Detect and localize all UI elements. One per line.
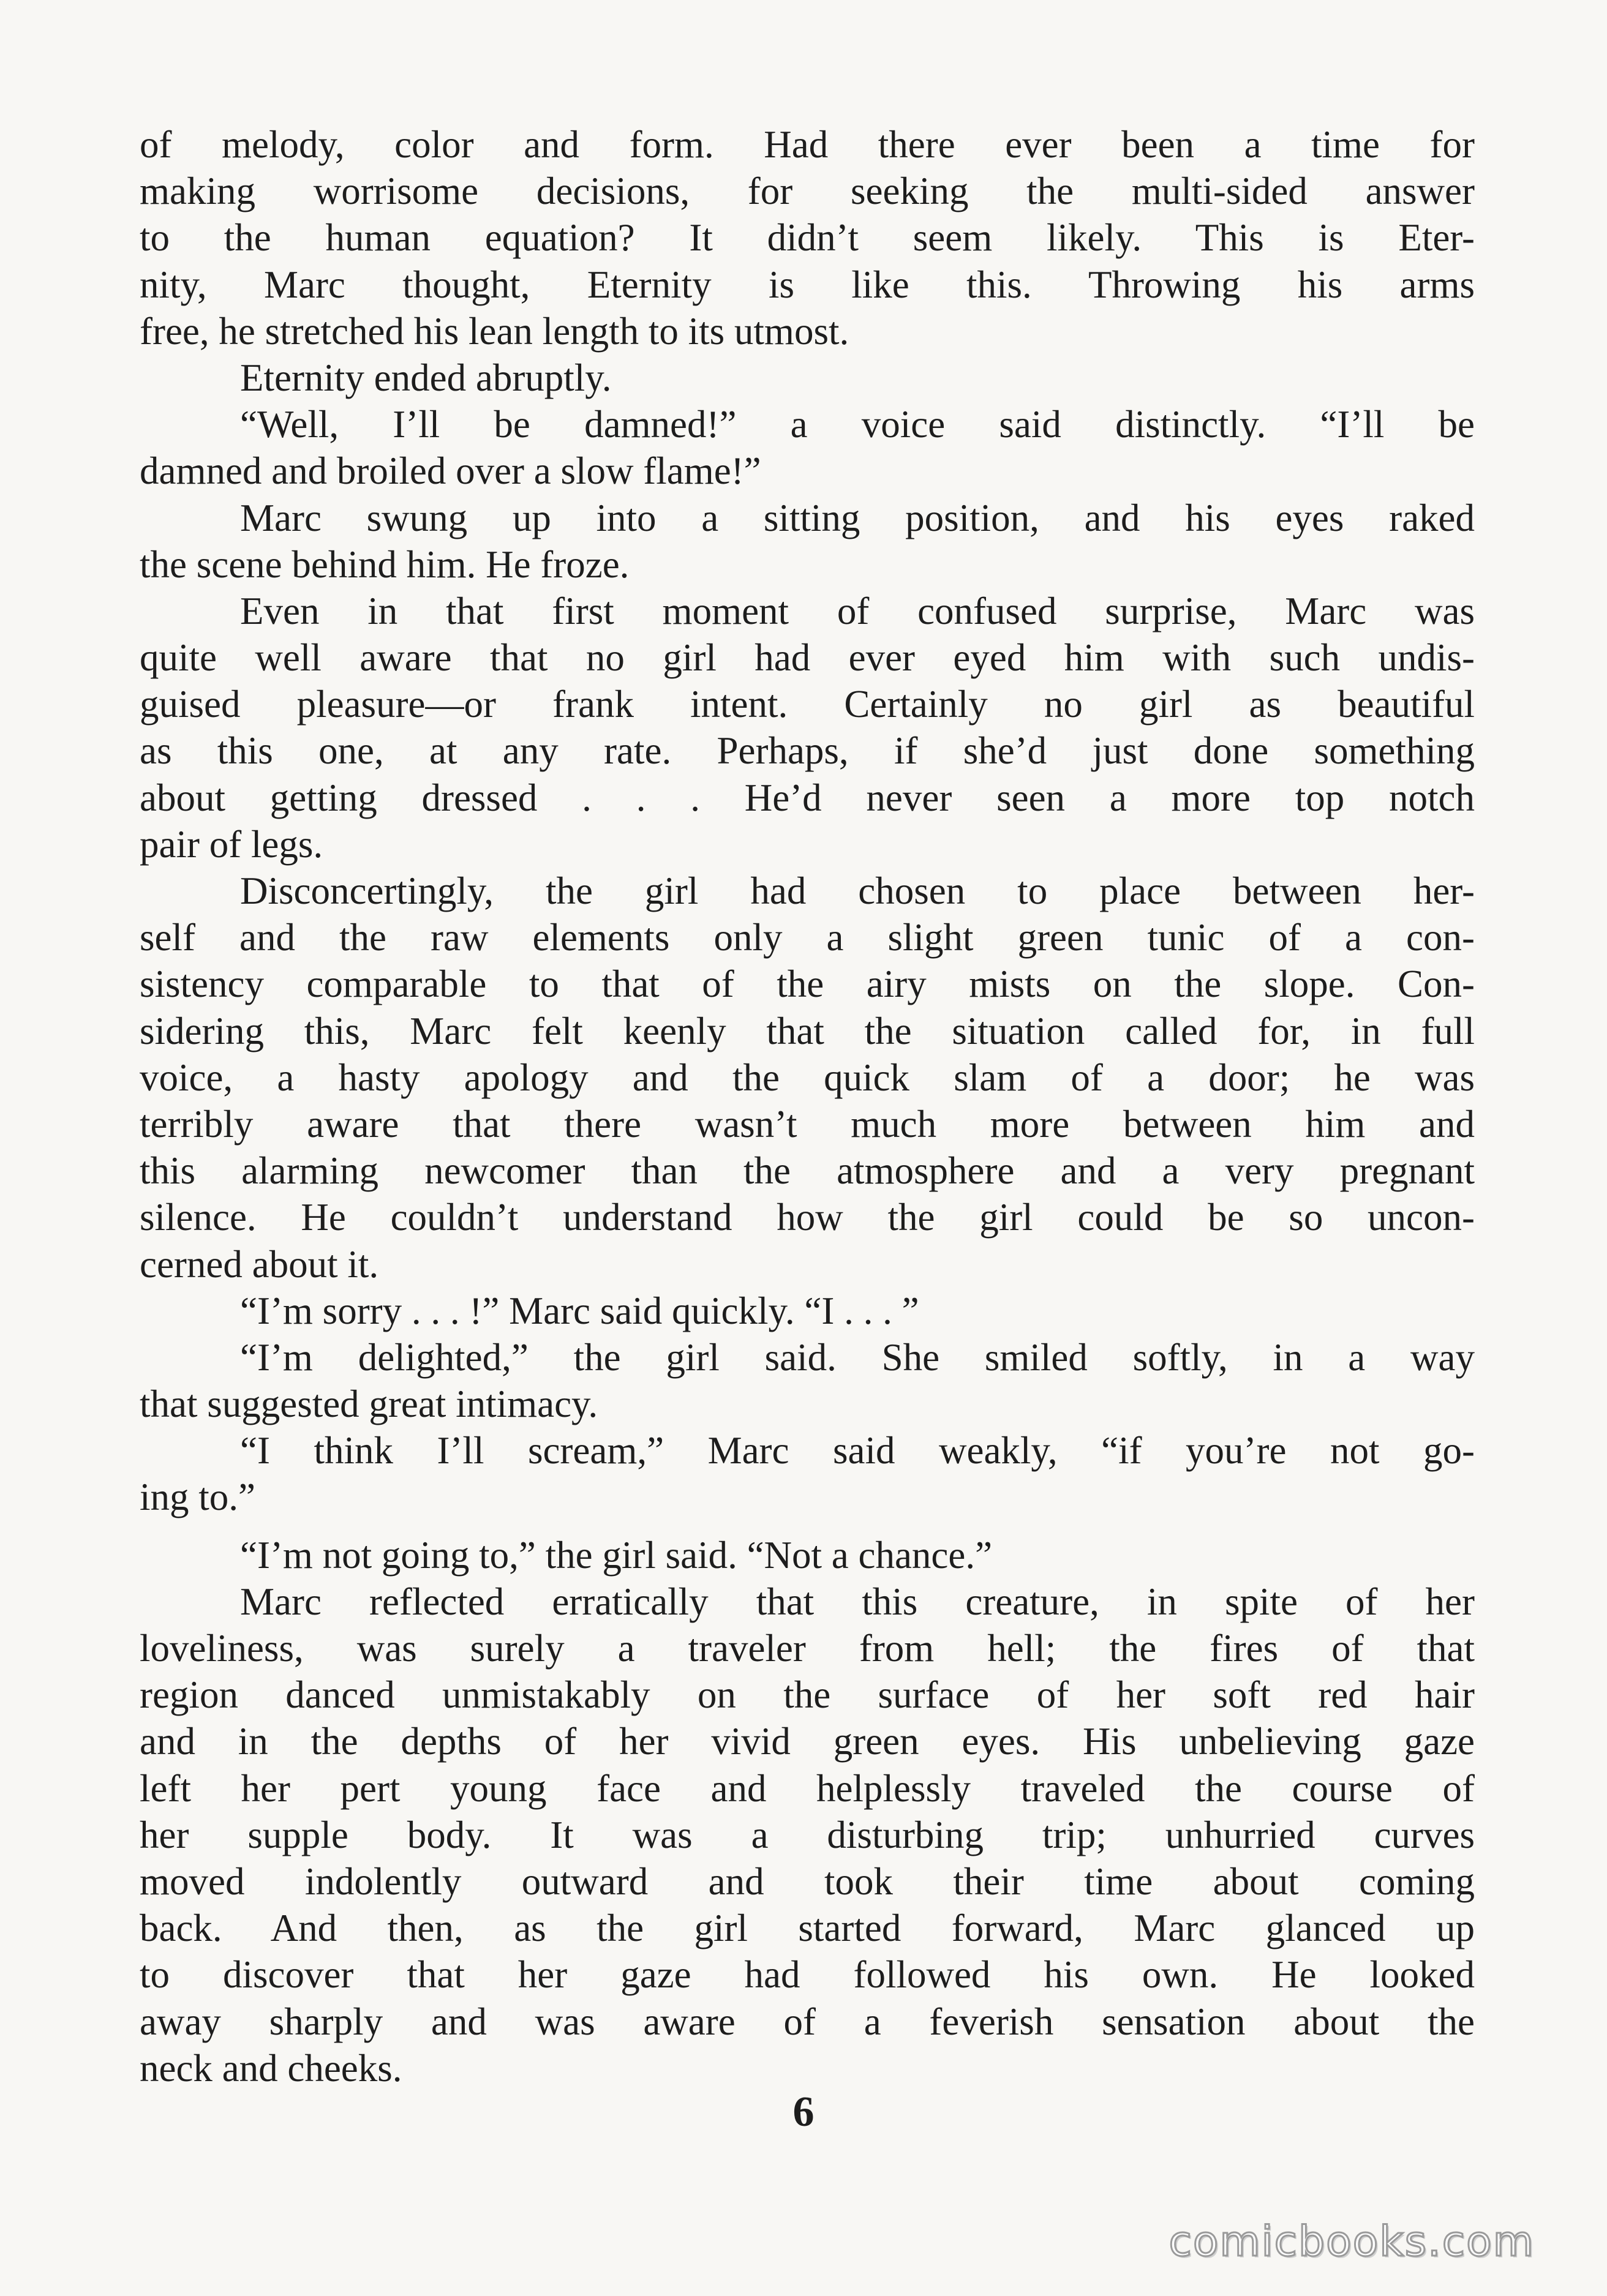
page-number: 6 <box>792 2088 815 2136</box>
text-line: sidering this, Marc felt keenly that the situation called for, in full <box>140 1009 1475 1052</box>
text-line: moved indolently outward and took their time about coming <box>140 1859 1475 1903</box>
text-line: quite well aware that no girl had ever eyed him with such undis- <box>140 636 1475 680</box>
text-line: to the human equation? It didn’t seem likely. This is Eter- <box>140 216 1475 260</box>
text-line: the scene behind him. He froze. <box>140 542 630 586</box>
text-line: “I’m not going to,” the girl said. “Not a chance.” <box>240 1533 993 1577</box>
text-line: ing to.” <box>140 1476 255 1519</box>
text-line: free, he stretched his lean length to its utmost. <box>140 309 849 353</box>
text-line: sistency comparable to that of the airy mists on the slope. Con- <box>140 962 1475 1006</box>
text-line: nity, Marc thought, Eternity is like this. Throwing his arms <box>140 263 1475 306</box>
text-line: guised pleasure—or frank intent. Certainly no girl as beautiful <box>140 683 1475 726</box>
text-line: voice, a hasty apology and the quick slam of a door; he was <box>140 1056 1475 1099</box>
text-line: damned and broiled over a slow flame!” <box>140 449 761 493</box>
text-line: making worrisome decisions, for seeking the multi-sided answer <box>140 170 1475 213</box>
text-line: of melody, color and form. Had there ever been a time for <box>140 123 1475 166</box>
body-text <box>140 121 1475 2092</box>
text-line: “Well, I’ll be damned!” a voice said distinctly. “I’ll be <box>240 403 1475 446</box>
text-line: to discover that her gaze had followed his own. He looked <box>140 1953 1475 1997</box>
text-line: this alarming newcomer than the atmosphere and a very pregnant <box>140 1149 1475 1193</box>
text-line: region danced unmistakably on the surface of her soft red hair <box>140 1673 1475 1717</box>
text-line: about getting dressed . . . He’d never seen a more top notch <box>140 776 1475 819</box>
text-line: loveliness, was surely a traveler from hell; the fires of that <box>140 1627 1475 1670</box>
text-line: “I’m sorry . . . !” Marc said quickly. “I . . . ” <box>240 1289 919 1332</box>
text-line: back. And then, as the girl started forward, Marc glanced up <box>140 1907 1475 1950</box>
text-line: that suggested great intimacy. <box>140 1382 598 1426</box>
text-line: neck and cheeks. <box>140 2046 402 2090</box>
text-line: cerned about it. <box>140 1242 379 1286</box>
watermark-logo: comicbooks.com <box>1169 2218 1535 2266</box>
text-line: as this one, at any rate. Perhaps, if she’d just done something <box>140 729 1475 773</box>
text-line: self and the raw elements only a slight green tunic of a con- <box>140 916 1475 959</box>
text-line: Marc swung up into a sitting position, and his eyes raked <box>240 496 1475 539</box>
text-line: Marc reflected erratically that this creature, in spite of her <box>240 1580 1475 1623</box>
text-line: left her pert young face and helplessly traveled the course of <box>140 1766 1475 1810</box>
text-line: pair of legs. <box>140 822 323 866</box>
text-line: “I think I’ll scream,” Marc said weakly, “if you’re not go- <box>240 1429 1475 1473</box>
text-line: Even in that first moment of confused surprise, Marc was <box>240 589 1475 632</box>
paragraph-gap <box>140 1521 1475 1532</box>
text-line: “I’m delighted,” the girl said. She smiled softly, in a way <box>240 1335 1475 1379</box>
text-line: away sharply and was aware of a feverish sensation about the <box>140 2000 1475 2043</box>
text-line: silence. He couldn’t understand how the girl could be so uncon- <box>140 1196 1475 1239</box>
text-line: terribly aware that there wasn’t much more between him and <box>140 1102 1475 1146</box>
text-line: Eternity ended abruptly. <box>240 356 612 399</box>
text-line: her supple body. It was a disturbing trip; unhurried curves <box>140 1813 1475 1856</box>
text-line: and in the depths of her vivid green eyes. His unbelieving gaze <box>140 1720 1475 1763</box>
text-line: Disconcertingly, the girl had chosen to place between her- <box>240 869 1475 912</box>
